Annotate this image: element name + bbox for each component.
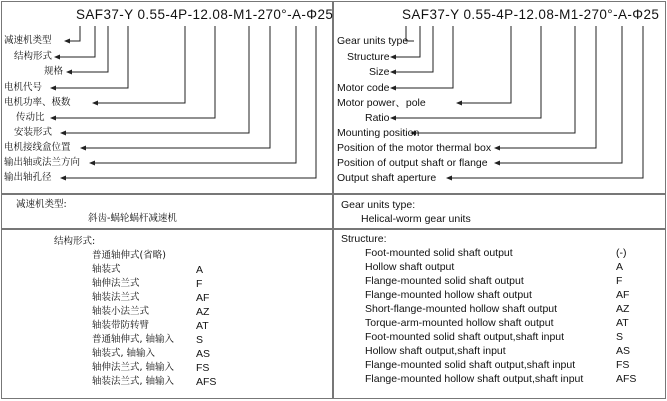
left-type-heading: 减速机类型: xyxy=(16,199,67,210)
right-label-type: Gear units type xyxy=(337,35,409,47)
right-leader-lines xyxy=(0,0,667,194)
left-label-output-direction: 输出轴或法兰方向 xyxy=(4,157,81,168)
left-structure-code-8: FS xyxy=(196,362,210,374)
left-structure-name-9: 轴装法兰式, 轴输入 xyxy=(92,376,175,387)
right-label-thermal-box: Position of the motor thermal box xyxy=(337,142,492,154)
left-structure-code-2: F xyxy=(196,278,203,290)
right-structure-code-4: AZ xyxy=(616,303,630,315)
right-structure-name-7: Hollow shaft output,shaft input xyxy=(365,345,506,357)
left-structure-name-1: 轴装式 xyxy=(92,264,121,275)
right-leader-7 xyxy=(416,26,575,133)
right-label-motor-power: Motor power、pole xyxy=(337,97,426,109)
right-structure-code-6: S xyxy=(616,331,624,343)
left-structure-name-6: 普通轴伸式, 轴输入 xyxy=(92,334,175,345)
right-code-rest: AF37-Y 0.55-4P-12.08-M1-270°-A-Φ25 xyxy=(411,7,660,22)
left-label-motor-power: 电机功率、极数 xyxy=(4,97,71,108)
right-label-ratio: Ratio xyxy=(365,112,390,124)
right-structure-name-2: Flange-mounted solid shaft output xyxy=(365,275,524,287)
right-structure-code-0: (-) xyxy=(616,247,627,259)
left-structure-name-8: 轴伸法兰式, 轴输入 xyxy=(92,362,175,373)
left-label-motor-code: 电机代号 xyxy=(4,82,43,93)
right-structure-code-3: AF xyxy=(616,289,630,301)
left-structure-name-7: 轴装式, 轴输入 xyxy=(92,348,156,359)
right-structure-name-8: Flange-mounted solid shaft output,shaft input xyxy=(365,359,576,371)
right-structure-code-8: FS xyxy=(616,359,630,371)
left-label-structure: 结构形式 xyxy=(14,51,53,62)
right-label-mounting: Mounting position xyxy=(337,127,420,139)
right-type-value: Helical-worm gear units xyxy=(361,213,471,225)
left-label-type: 减速机类型 xyxy=(4,35,52,46)
right-structure-name-0: Foot-mounted solid shaft output xyxy=(365,247,513,259)
right-leader-8 xyxy=(500,26,596,148)
left-structure-name-4: 轴装小法兰式 xyxy=(92,306,150,317)
right-leader-3 xyxy=(396,26,433,72)
left-structure-code-4: AZ xyxy=(196,306,210,318)
left-structure-code-6: S xyxy=(196,334,204,346)
right-structure-name-3: Flange-mounted hollow shaft output xyxy=(365,289,532,301)
right-type-heading: Gear units type: xyxy=(341,199,416,211)
left-code-prefix: S xyxy=(76,7,86,22)
left-label-size: 规格 xyxy=(44,66,64,77)
right-label-aperture: Output shaft aperture xyxy=(337,172,437,184)
right-label-motor-code: Motor code xyxy=(337,82,390,94)
left-structure-code-9: AFS xyxy=(196,376,217,388)
left-structure-code-5: AT xyxy=(196,320,209,332)
right-structure-code-7: AS xyxy=(616,345,631,357)
left-structure-code-1: A xyxy=(196,264,204,276)
left-structure-heading: 结构形式: xyxy=(54,236,96,247)
right-structure-name-6: Foot-mounted solid shaft output,shaft input xyxy=(365,331,565,343)
left-code-rest: AF37-Y 0.55-4P-12.08-M1-270°-A-Φ25 xyxy=(85,7,334,22)
right-label-size: Size xyxy=(369,66,390,78)
left-type-value: 斜齿-蜗轮蜗杆减速机 xyxy=(88,213,177,224)
left-label-aperture: 输出轴孔径 xyxy=(4,172,52,183)
left-structure-name-5: 轴装带防转臂 xyxy=(92,320,150,331)
left-structure-name-2: 轴伸法兰式 xyxy=(92,278,140,289)
left-structure-name-3: 轴装法兰式 xyxy=(92,292,140,303)
left-label-thermal-box: 电机接线盒位置 xyxy=(4,142,71,153)
right-leader-9 xyxy=(500,26,622,163)
right-code-prefix: S xyxy=(402,7,412,22)
right-structure-name-9: Flange-mounted hollow shaft output,shaft input xyxy=(365,373,584,385)
right-structure-name-4: Short-flange-mounted hollow shaft output xyxy=(365,303,558,315)
left-label-ratio: 传动比 xyxy=(16,112,45,123)
left-structure-name-0: 普通轴伸式(省略) xyxy=(92,250,166,261)
right-structure-code-5: AT xyxy=(616,317,629,329)
right-leader-10 xyxy=(452,26,643,178)
right-structure-heading: Structure: xyxy=(341,233,387,245)
left-structure-code-7: AS xyxy=(196,348,211,360)
left-structure-code-3: AF xyxy=(196,292,210,304)
right-leader-5 xyxy=(462,26,511,103)
right-structure-code-9: AFS xyxy=(616,373,637,385)
right-label-structure: Structure xyxy=(347,51,390,63)
right-structure-code-1: A xyxy=(616,261,624,273)
right-structure-name-1: Hollow shaft output xyxy=(365,261,455,273)
right-structure-name-5: Torque-arm-mounted hollow shaft output xyxy=(365,317,554,329)
left-label-mounting: 安装形式 xyxy=(14,127,53,138)
right-structure-code-2: F xyxy=(616,275,623,287)
right-label-output-direction: Position of output shaft or flange xyxy=(337,157,488,169)
